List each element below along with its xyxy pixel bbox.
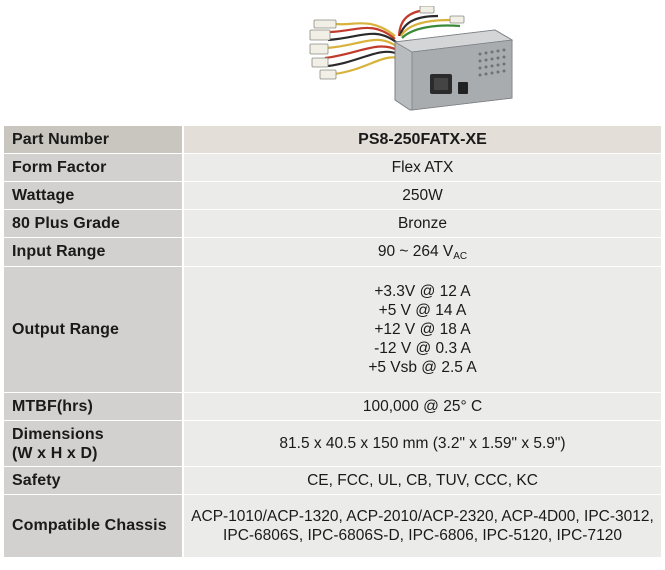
row-mtbf [4,393,661,420]
output-line-3v3: +3.3V @ 12 A [374,283,471,300]
power-supply-image [300,6,515,111]
dimensions-label-line2: (W x H x D) [12,444,98,462]
output-range-value [184,267,661,392]
input-range-value [184,238,661,266]
row-wattage [4,182,661,209]
mtbf-label: MTBF(hrs) [4,393,184,420]
input-range-label: Input Range [4,238,184,266]
input-range-voltage: 90 ~ 264 V [377,242,454,260]
row-80-plus-grade [4,210,661,237]
row-compatible-chassis [4,495,661,557]
safety-value: CE, FCC, UL, CB, TUV, CCC, KC [184,467,661,494]
form-factor-label: Form Factor [4,154,184,181]
output-line-5v: +5 V @ 14 A [378,302,467,319]
part-number-label: Part Number [4,126,184,153]
output-line-12v: +12 V @ 18 A [374,321,471,338]
row-input-range [4,238,661,266]
part-number-value: PS8-250FATX-XE [184,126,661,153]
compatible-chassis-label: Compatible Chassis [4,495,184,557]
compatible-chassis-value [184,495,661,557]
output-line-neg12v: -12 V @ 0.3 A [374,340,471,357]
wattage-label: Wattage [4,182,184,209]
chassis-line-2: IPC-6806S, IPC-6806S-D, IPC-6806, IPC-5120, IPC-7120 [223,527,622,544]
safety-label: Safety [4,467,184,494]
row-safety [4,467,661,494]
output-line-5vsb: +5 Vsb @ 2.5 A [368,359,477,376]
output-range-label: Output Range [4,267,184,392]
form-factor-value: Flex ATX [184,154,661,181]
mtbf-value: 100,000 @ 25° C [184,393,661,420]
dimensions-value: 81.5 x 40.5 x 150 mm (3.2" x 1.59" x 5.9") [184,421,661,466]
dimensions-label [4,421,184,466]
row-dimensions [4,421,661,466]
80-plus-grade-label: 80 Plus Grade [4,210,184,237]
row-part-number [4,126,661,153]
input-range-ac-subscript: AC [453,250,468,262]
wattage-value: 250W [184,182,661,209]
dimensions-label-line1: Dimensions [12,425,104,443]
80-plus-grade-value: Bronze [184,210,661,237]
chassis-line-1: ACP-1010/ACP-1320, ACP-2010/ACP-2320, ACP-4D00, IPC-3012, [191,508,654,525]
spec-table [4,125,661,558]
row-output-range [4,267,661,392]
row-form-factor [4,154,661,181]
